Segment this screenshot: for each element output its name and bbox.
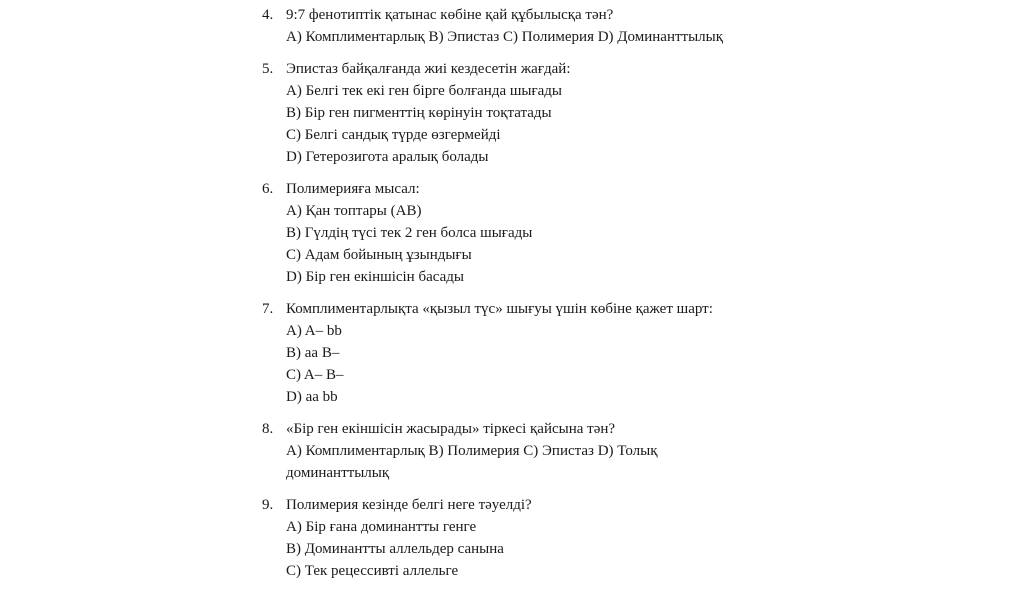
question-text: Эпистаз байқалғанда жиі кездесетін жағдай: — [286, 61, 571, 77]
answer-option: C) Тек рецессивті аллельге — [286, 563, 459, 579]
question-body — [286, 418, 822, 484]
answer-option: A) Комплиментарлық B) Эпистаз C) Полимерия D) Доминанттылық — [286, 29, 724, 45]
question-body — [286, 4, 822, 48]
question-body — [286, 178, 822, 288]
answer-option: A) A– bb — [286, 323, 342, 339]
answer-option: B) aa B– — [286, 345, 340, 361]
question-text: 9:7 фенотиптік қатынас көбіне қай құбылысқа тән? — [286, 7, 614, 23]
answer-option: A) Комплиментарлық B) Полимерия C) Эпистаз D) Толық — [286, 443, 658, 459]
answer-option: C) A– B– — [286, 367, 344, 383]
question-item — [262, 494, 822, 582]
question-number: 8. — [262, 421, 274, 437]
answer-option: B) Доминантты аллельдер санына — [286, 541, 504, 557]
answer-option: B) Бір ген пигменттің көрінуін тоқтатады — [286, 105, 552, 121]
question-text: Полимерияға мысал: — [286, 181, 420, 197]
answer-option: C) Белгі сандық түрде өзгермейді — [286, 127, 501, 143]
question-text: «Бір ген екіншісін жасырады» тіркесі қайсына тән? — [286, 421, 616, 437]
answer-option: D) Бір ген екіншісін басады — [286, 269, 464, 285]
question-body — [286, 298, 822, 408]
question-text: Полимерия кезінде белгі неге тәуелді? — [286, 497, 532, 513]
answer-option: D) aa bb — [286, 389, 338, 405]
question-item — [262, 418, 822, 484]
answer-option: A) Бір ғана доминантты генге — [286, 519, 477, 535]
question-number: 6. — [262, 181, 274, 197]
question-number: 7. — [262, 301, 274, 317]
document-page — [262, 4, 822, 592]
question-body — [286, 58, 822, 168]
question-text: Комплиментарлықта «қызыл түс» шығуы үшін көбіне қажет шарт: — [286, 301, 713, 317]
question-item — [262, 58, 822, 168]
question-list — [262, 4, 822, 582]
question-number: 4. — [262, 7, 274, 23]
answer-option: A) Белгі тек екі ген бірге болғанда шығады — [286, 83, 563, 99]
answer-option: D) Гетерозигота аралық болады — [286, 149, 489, 165]
question-body — [286, 494, 822, 582]
answer-option: A) Қан топтары (AB) — [286, 203, 422, 219]
question-item — [262, 4, 822, 48]
answer-option: C) Адам бойының ұзындығы — [286, 247, 472, 263]
answer-option: B) Гүлдің түсі тек 2 ген болса шығады — [286, 225, 533, 241]
question-item — [262, 298, 822, 408]
question-number: 5. — [262, 61, 274, 77]
question-number: 9. — [262, 497, 274, 513]
question-item — [262, 178, 822, 288]
answer-option: доминанттылық — [286, 465, 390, 481]
